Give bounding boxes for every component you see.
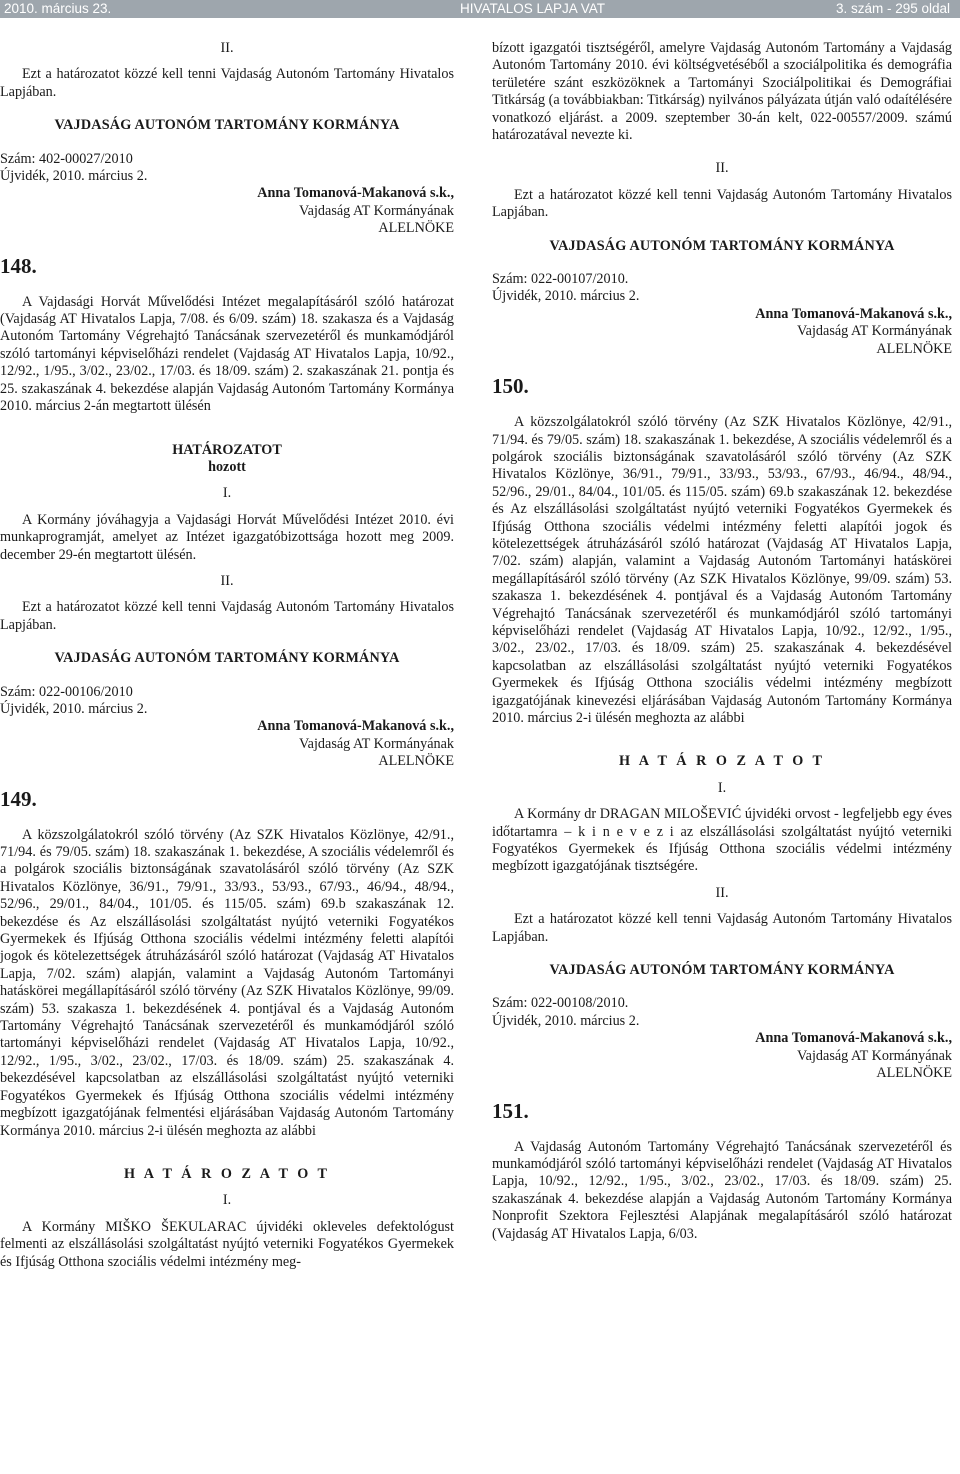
- decision-body: A Kormány jóváhagyja a Vajdasági Horvát Művelődési Intézet 2010. évi munkaprogramját, amelyet az Intézet igazgatóbizottsága hozott meg 2009. december 29-én megtartott ülésén.: [0, 511, 454, 563]
- signatory-title: ALELNÖKE: [876, 340, 952, 357]
- decision-body: A Kormány MIŠKO ŠEKULARAC újvidéki okleveles defektológust felmenti az elszállásolási szolgáltatást nyújtó veterniki Fogyatékos Gyermekek és Ifjúság Otthona szociális védelmi intézmény meg-: [0, 1218, 454, 1270]
- signature-block: [0, 718, 454, 770]
- government-heading: VAJDASÁG AUTONÓM TARTOMÁNY KORMÁNYA: [54, 650, 400, 667]
- place-and-date: Újvidék, 2010. március 2.: [492, 1012, 640, 1029]
- decision-preamble: A közszolgálatokról szóló törvény (Az SZK Hivatalos Közlönye, 42/91., 71/94. és 79/05. szám) 18. szakaszának 1. bekezdése, A szociális védelemről és a polgárok szociális biztonságának szavatolásáról szóló törvény (Az SZK Hivatalos Közlönye, 36/91., 79/91., 33/93., 53/93., 67/93., 46/94., 48/94., 52/96., 29/01., 84/04., 101/05. és 115/05. szám) 69.b szakaszának 12. bekezdése és Az elszállásolási szolgáltatást nyújtó veterniki Fogyatékos Gyermekek és Ifjúság Otthona szociális védelmi intézmény feletti alapítói jogok és kötelezettségek átruházásáról szóló határozat (Vajdaság AT Hivatalos Lapja, 7/02. szám) alapján, valamint a Vajdaság Autonóm Tartományi hatáskörei megállapításáról szóló törvény (Az SZK Hivatalos Közlönye, 99/09. szám) 53. szakasza 1. bekezdésének 4. pontjával és a Vajdaság Autonóm Tartomány Végrehajtó Tanácsának szervezetéről és munkamódjáról szóló tartományi képviselőházi rendelet (Vajdaság AT Hivatalos Lapja, 10/92., 12/92., 1/95., 3/02., 23/02., 17/03. és 18/09. szám) 25. szakaszának 4. bekezdésével kapcsolatban az elszállásolási szolgáltatást nyújtó veterniki Fogyatékos Gyermekek és Ifjúság Otthona szociális védelmi intézmény megbízott igazgatójának felmentési eljárásában Vajdaság Autonóm Tartomány Kormánya 2010. március 2-i ülésén meghozta az alábbi: [0, 826, 454, 1139]
- reference-number: Szám: 402-00027/2010: [0, 150, 133, 167]
- signature-block: [0, 185, 454, 237]
- signatory-name: Anna Tomanová-Makanová s.k.,: [755, 305, 952, 322]
- decision-preamble: A Vajdasági Horvát Művelődési Intézet megalapításáról szóló határozat (Vajdaság AT Hivatalos Lapja, 7/08. és 6/09. szám) 18. szakasza és a Vajdaság Autonóm Tartomány Végrehajtó Tanácsának szervezetéről és munkamódjáról szóló tartományi képviselőházi rendelet (Vajdaság AT Hivatalos Lapja, 10/92., 12/92., 1/95., 3/02., 23/02., 17/03. és 18/09. szám) 2. szakaszának 21. pontja és 25. szakaszának 4. bekezdése alapján Vajdaság Autonóm Tartomány Kormánya 2010. március 2-án megtartott ülésén: [0, 293, 454, 415]
- decision-preamble: A közszolgálatokról szóló törvény (Az SZK Hivatalos Közlönye, 42/91., 71/94. és 79/05. szám) 18. szakaszának 1. bekezdése, A szociális védelemről és a polgárok szociális biztonságának szavatolásáról szóló törvény (Az SZK Hivatalos Közlönye, 36/91., 79/91., 33/93., 53/93., 67/93., 46/94., 48/94., 52/96., 29/01., 84/04., 101/05. és 115/05. szám) 69.b szakaszának 12. bekezdése és Az elszállásolási szolgáltatást nyújtó veterniki Fogyatékos Gyermekek és Ifjúság Otthona szociális védelmi intézmény feletti alapítói jogok és kötelezettségek átruházásáról szóló határozat (Vajdaság AT Hivatalos Lapja, 7/02. szám) alapján, valamint a Vajdaság Autonóm Tartományi hatáskörei megállapításáról szóló törvény (Az SZK Hivatalos Közlönye, 99/09. szám) 53. szakasza 1. bekezdésének 4. pontjával és a Vajdaság Autonóm Tartomány Végrehajtó Tanácsának szervezetéről és munkamódjáról szóló tartományi képviselőházi rendelet (Vajdaság AT Hivatalos Lapja, 10/92., 12/92., 1/95., 3/02., 23/02., 17/03. és 18/09. szám) 25. szakaszának 4. bekezdésével kapcsolatban az elszállásolási szolgáltatást nyújtó veterniki Fogyatékos Gyermekek és Ifjúság Otthona szociális védelmi intézmény megbízott igazgatójának kinevezési eljárásában Vajdaság Autonóm Tartomány Kormánya 2010. március 2-i ülésén meghozta az alábbi: [492, 414, 952, 726]
- government-heading: VAJDASÁG AUTONÓM TARTOMÁNY KORMÁNYA: [549, 962, 895, 979]
- decision-number: 149.: [0, 786, 37, 811]
- signatory-role: Vajdaság AT Kormányának: [299, 735, 454, 752]
- left-column: [0, 40, 454, 1271]
- reference-number: Szám: 022-00106/2010: [0, 683, 133, 700]
- signatory-name: Anna Tomanová-Makanová s.k.,: [257, 185, 454, 202]
- signatory-name: Anna Tomanová-Makanová s.k.,: [257, 718, 454, 735]
- place-and-date: Újvidék, 2010. március 2.: [492, 288, 640, 305]
- decision-number: 150.: [492, 374, 529, 399]
- section-roman-numeral: II.: [715, 884, 729, 901]
- signatory-role: Vajdaság AT Kormányának: [299, 202, 454, 219]
- publish-clause: Ezt a határozatot közzé kell tenni Vajdaság Autonóm Tartomány Hivatalos Lapjában.: [0, 66, 454, 100]
- signature-block: [492, 1030, 952, 1082]
- decision-number: 148.: [0, 253, 37, 278]
- section-roman-numeral: I.: [222, 485, 232, 502]
- signatory-role: Vajdaság AT Kormányának: [797, 323, 952, 340]
- decision-number: 151.: [492, 1098, 529, 1123]
- reference-number: Szám: 022-00108/2010.: [492, 995, 629, 1012]
- decision-preamble: A Vajdaság Autonóm Tartomány Végrehajtó Tanácsának szervezetéről és munkamódjáról szóló tartományi képviselőházi rendelet (Vajdaság AT Hivatalos Lapja, 10/92., 12/92., 1/95., 3/02., 23/02., 17/03. és 18/09. szám) 25. szakaszának 4. bekezdése alapján a Vajdaság Autonóm Tartomány Kormánya Nonprofit Szektora Fejlesztési Alapjának megalapításáról szóló határozat (Vajdaság AT Hivatalos Lapja, 6/03.: [492, 1138, 952, 1242]
- signatory-title: ALELNÖKE: [876, 1065, 952, 1082]
- government-heading: VAJDASÁG AUTONÓM TARTOMÁNY KORMÁNYA: [549, 237, 895, 254]
- signature-block: [492, 306, 952, 358]
- reference-number: Szám: 022-00107/2010.: [492, 271, 629, 288]
- section-roman-numeral: II.: [220, 572, 234, 589]
- continued-paragraph: bízott igazgatói tisztségéről, amelyre Vajdaság Autonóm Tartomány a Vajdaság Autonóm Tartomány 2010. évi költségvetéséből a szociálpolitika és demográfia területére szánt eszközöknek a Tartományi Szociálpolitikai és Demográfiai Titkárság (a továbbiakban: Titkárság) nyilvános pályázata útján való odaítélésére vonatkozó eljárást. a 2009. szeptember 30-án kelt, 022-00557/2009. számú határozatával nevezte ki.: [492, 40, 952, 144]
- decision-title: H A T Á R O Z A T O T: [619, 753, 825, 770]
- section-roman-numeral: II.: [715, 160, 729, 177]
- signatory-name: Anna Tomanová-Makanová s.k.,: [755, 1030, 952, 1047]
- section-roman-numeral: I.: [222, 1192, 232, 1209]
- right-column: [492, 40, 952, 1243]
- place-and-date: Újvidék, 2010. március 2.: [0, 700, 148, 717]
- decision-title: HATÁROZATOT: [172, 441, 282, 458]
- decision-subtitle: hozott: [208, 458, 246, 475]
- publish-clause: Ezt a határozatot közzé kell tenni Vajdaság Autonóm Tartomány Hivatalos Lapjában.: [0, 599, 454, 633]
- place-and-date: Újvidék, 2010. március 2.: [0, 168, 148, 185]
- decision-151: [492, 1099, 952, 1243]
- signatory-title: ALELNÖKE: [378, 220, 454, 237]
- publish-clause: Ezt a határozatot közzé kell tenni Vajdaság Autonóm Tartomány Hivatalos Lapjában.: [492, 911, 952, 945]
- publication-title: HIVATALOS LAPJA VAT: [460, 1, 606, 16]
- issue-date: 2010. március 23.: [4, 1, 112, 16]
- decision-149: [0, 787, 454, 1271]
- decision-body: A Kormány dr DRAGAN MILOŠEVIĆ újvidéki orvost - legfeljebb egy éves időtartamra – k i n e v e z i az elszállásolási szolgáltatást nyújtó veterniki Fogyatékos Gyermekek és Ifjúság Otthona szociális védelmi intézmény megbízott igazgatójának tisztségére.: [492, 806, 952, 875]
- issue-page-number: 3. szám - 295 oldal: [835, 1, 950, 16]
- decision-title: H A T Á R O Z A T O T: [124, 1165, 330, 1182]
- signatory-role: Vajdaság AT Kormányának: [797, 1047, 952, 1064]
- decision-150: [492, 374, 952, 1082]
- publish-clause: Ezt a határozatot közzé kell tenni Vajdaság Autonóm Tartomány Hivatalos Lapjában.: [492, 186, 952, 221]
- section-roman-numeral: II.: [220, 40, 234, 56]
- government-heading: VAJDASÁG AUTONÓM TARTOMÁNY KORMÁNYA: [54, 117, 400, 134]
- signatory-title: ALELNÖKE: [378, 753, 454, 770]
- section-roman-numeral: I.: [717, 779, 727, 796]
- page-header: [0, 0, 960, 18]
- decision-148: [0, 254, 454, 771]
